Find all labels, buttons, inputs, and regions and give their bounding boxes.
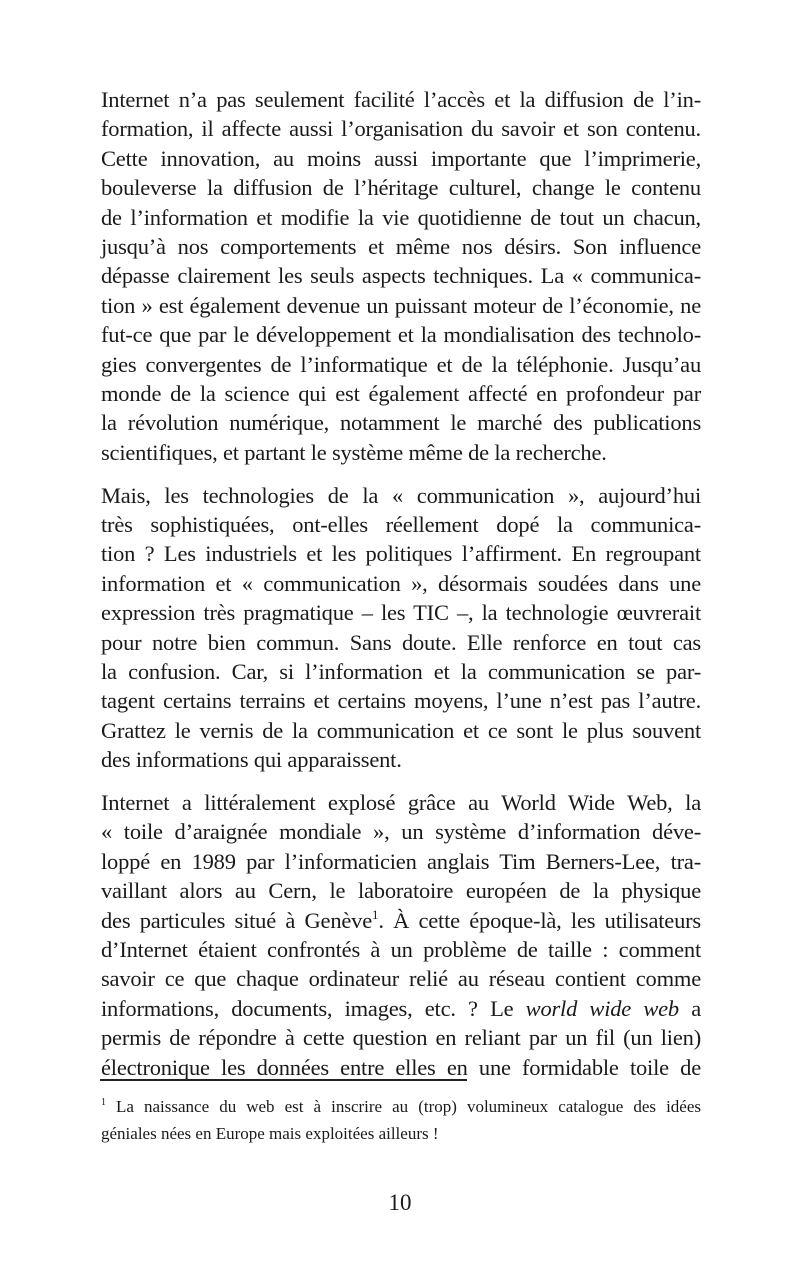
text-line — [101, 847, 701, 876]
text-span: information et « communication », désormais soudées dans une — [101, 570, 701, 596]
text-line — [101, 320, 701, 349]
footnote-text: La naissance du web est à inscrire au (trop) volumineux catalogue des idées — [116, 1097, 702, 1116]
text-span: fut-ce que par le développement et la mondialisation des technolo- — [101, 322, 701, 348]
text-line — [101, 539, 701, 568]
text-span: formation, il affecte aussi l’organisation du savoir et son contenu. — [101, 116, 701, 142]
text-span: a — [678, 995, 701, 1021]
paragraph — [101, 481, 701, 775]
paragraph — [101, 85, 701, 467]
text-span: Grattez le vernis de la communication et ce sont le plus souvent — [101, 717, 701, 743]
text-line — [101, 203, 701, 232]
text-span: Internet a littéralement explosé grâce au World Wide Web, la — [101, 789, 701, 815]
text-span: dépasse clairement les seuls aspects techniques. La « communica- — [101, 263, 701, 289]
text-span: loppé en 1989 par l’informaticien anglais Tim Berners-Lee, tra- — [101, 848, 701, 874]
text-line — [101, 144, 701, 173]
footnote-line — [101, 1120, 701, 1147]
text-span: . À cette époque-là, les utilisateurs — [378, 907, 701, 933]
body-text — [101, 85, 701, 1095]
text-line — [101, 85, 701, 114]
text-line — [101, 408, 701, 437]
text-span: électronique les données entre elles en une formidable toile de — [101, 1054, 701, 1080]
text-line — [101, 745, 701, 774]
text-line — [101, 291, 701, 320]
text-line — [101, 114, 701, 143]
text-line — [101, 261, 701, 290]
text-span: tion » est également devenue un puissant moteur de l’économie, ne — [101, 292, 701, 318]
footnote-marker: 1 — [101, 1097, 106, 1108]
text-line — [101, 173, 701, 202]
text-line — [101, 510, 701, 539]
text-span: très sophistiquées, ont-elles réellement dopé la communica- — [101, 511, 701, 537]
text-span: informations, documents, images, etc. ? Le — [101, 995, 526, 1021]
text-line — [101, 906, 701, 935]
text-line — [101, 686, 701, 715]
text-span: expression très pragmatique – les TIC –, la technologie œuvrerait — [101, 600, 701, 626]
footnote-line — [101, 1093, 701, 1120]
text-line — [101, 876, 701, 905]
text-line — [101, 569, 701, 598]
text-line — [101, 788, 701, 817]
text-span: pour notre bien commun. Sans doute. Elle renforce en tout cas — [101, 629, 701, 655]
text-span: Cette innovation, au moins aussi importante que l’imprimerie, — [101, 145, 701, 171]
text-span: monde de la science qui est également affecté en profondeur par — [101, 380, 701, 406]
page-number: 10 — [388, 1190, 412, 1215]
text-line — [101, 657, 701, 686]
text-span: des informations qui apparaissent. — [101, 747, 402, 773]
text-line — [101, 350, 701, 379]
text-span: scientifiques, et partant le système même de la recherche. — [101, 439, 607, 465]
text-span: la confusion. Car, si l’information et la communication se par- — [101, 658, 701, 684]
text-span: world wide web — [525, 995, 679, 1021]
footnote — [101, 1093, 701, 1147]
text-line — [101, 438, 701, 467]
text-line — [101, 628, 701, 657]
text-span: tagent certains terrains et certains moyens, l’une n’est pas l’autre. — [101, 688, 701, 714]
text-line — [101, 935, 701, 964]
text-line — [101, 481, 701, 510]
text-line — [101, 994, 701, 1023]
text-span: permis de répondre à cette question en reliant par un fil (un lien) — [101, 1025, 701, 1051]
text-span: jusqu’à nos comportements et même nos désirs. Son influence — [101, 233, 701, 259]
text-line — [101, 1053, 701, 1082]
text-span: vaillant alors au Cern, le laboratoire européen de la physique — [101, 878, 701, 904]
text-span: d’Internet étaient confrontés à un problème de taille : comment — [101, 936, 701, 962]
text-span: Mais, les technologies de la « communication », aujourd’hui — [101, 482, 701, 508]
text-line — [101, 1023, 701, 1052]
text-line — [101, 964, 701, 993]
footnote-reference: 1 — [372, 906, 379, 922]
text-span: bouleverse la diffusion de l’héritage culturel, change le contenu — [101, 175, 701, 201]
text-span: des particules situé à Genève — [101, 907, 372, 933]
text-span: de l’information et modifie la vie quotidienne de tout un chacun, — [101, 204, 701, 230]
text-span: savoir ce que chaque ordinateur relié au réseau contient comme — [101, 966, 701, 992]
paragraph — [101, 788, 701, 1082]
text-span: Internet n’a pas seulement facilité l’accès et la diffusion de l’in- — [101, 87, 701, 112]
text-line — [101, 716, 701, 745]
text-line — [101, 379, 701, 408]
text-span: la révolution numérique, notamment le marché des publications — [101, 410, 701, 436]
text-line — [101, 817, 701, 846]
text-line — [101, 598, 701, 627]
text-span: gies convergentes de l’informatique et de la téléphonie. Jusqu’au — [101, 351, 701, 377]
footnote-separator — [100, 1079, 467, 1081]
footnote-text: géniales nées en Europe mais exploitées ailleurs ! — [101, 1124, 439, 1143]
text-span: « toile d’araignée mondiale », un système d’information déve- — [101, 819, 701, 845]
text-line — [101, 232, 701, 261]
text-span: tion ? Les industriels et les politiques l’affirment. En regroupant — [101, 541, 701, 567]
